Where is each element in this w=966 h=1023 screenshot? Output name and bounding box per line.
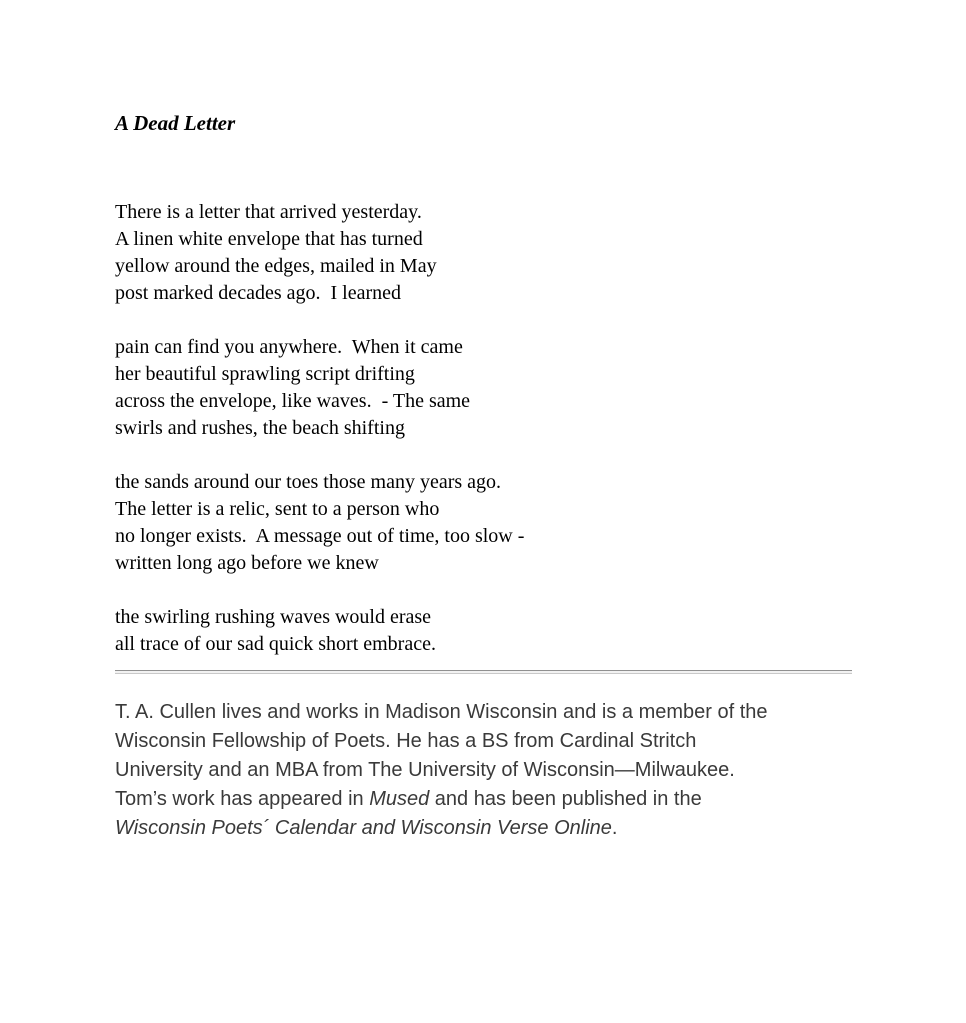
- poem-stanza: [115, 604, 852, 658]
- bio-line: [115, 756, 852, 785]
- bio-text: T. A. Cullen lives and works in Madison Wisconsin and is a member of the: [115, 701, 768, 723]
- bio-text: Wisconsin Fellowship of Poets. He has a BS from Cardinal Stritch: [115, 730, 697, 752]
- poem: [115, 199, 852, 658]
- poem-line: A linen white envelope that has turned: [115, 228, 423, 250]
- poem-line: The letter is a relic, sent to a person who: [115, 498, 440, 520]
- bio-text-italic: Wisconsin Poets´ Calendar and Wisconsin Verse Online: [115, 817, 612, 839]
- poem-line: swirls and rushes, the beach shifting: [115, 417, 405, 439]
- section-divider: [115, 670, 852, 674]
- poem-title: A Dead Letter: [115, 111, 236, 135]
- author-bio: [115, 698, 852, 843]
- poem-line: her beautiful sprawling script drifting: [115, 363, 415, 385]
- bio-text-italic: Mused: [369, 788, 430, 810]
- poem-stanza: [115, 199, 852, 307]
- poem-line: no longer exists. A message out of time, too slow -: [115, 525, 525, 547]
- bio-text: University and an MBA from The University of Wisconsin—Milwaukee.: [115, 759, 735, 781]
- poem-stanza: [115, 469, 852, 577]
- bio-text: .: [611, 817, 618, 839]
- poem-line: all trace of our sad quick short embrace.: [115, 633, 436, 655]
- poem-stanza: [115, 334, 852, 442]
- poem-line: pain can find you anywhere. When it came: [115, 336, 463, 358]
- document-content: [115, 110, 852, 843]
- bio-line: [115, 785, 852, 814]
- poem-line: across the envelope, like waves. - The same: [115, 390, 471, 412]
- bio-text: Tom’s work has appeared in: [115, 788, 370, 810]
- poem-line: There is a letter that arrived yesterday.: [115, 201, 422, 223]
- bio-line: [115, 727, 852, 756]
- bio-line: [115, 698, 852, 727]
- poem-line: post marked decades ago. I learned: [115, 282, 401, 304]
- bio-line: [115, 814, 852, 843]
- bio-text: and has been published in the: [429, 788, 702, 810]
- poem-line: the swirling rushing waves would erase: [115, 606, 432, 628]
- poem-line: written long ago before we knew: [115, 552, 379, 574]
- poem-line: yellow around the edges, mailed in May: [115, 255, 437, 277]
- poem-line: the sands around our toes those many years ago.: [115, 471, 502, 493]
